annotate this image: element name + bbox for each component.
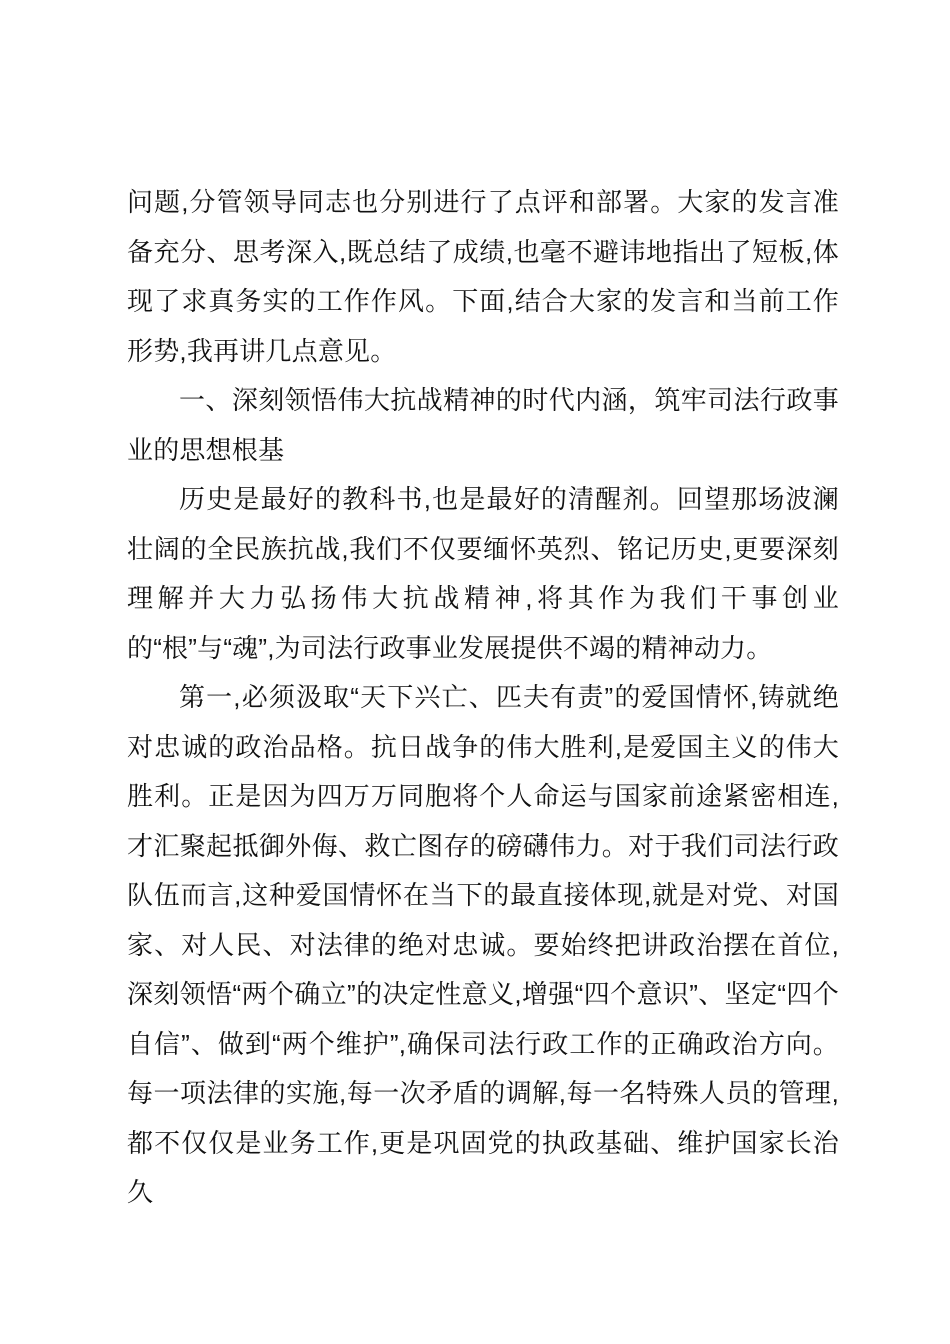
paragraph-continuation: 问题,分管领导同志也分别进行了点评和部署。大家的发言准备充分、思考深入,既总结了成绩,也毫不避讳地指出了短板,体现了求真务实的工作作风。下面,结合大家的发言和当前工作形势,我再讲几点意见。 [127, 187, 839, 366]
paragraph-first-point: 第一,必须汲取“天下兴亡、匹夫有责”的爱国情怀,铸就绝对忠诚的政治品格。抗日战争的伟大胜利,是爱国主义的伟大胜利。正是因为四万万同胞将个人命运与国家前途紧密相连,才汇聚起抵御外侮、救亡图存的磅礴伟力。对于我们司法行政队伍而言,这种爱国情怀在当下的最直接体现,就是对党、对国家、对人民、对法律的绝对忠诚。要始终把讲政治摆在首位,深刻领悟“两个确立”的决定性意义,增强“四个意识”、坚定“四个自信”、做到“两个维护”,确保司法行政工作的正确政治方向。每一项法律的实施,每一次矛盾的调解,每一名特殊人员的管理,都不仅仅是业务工作,更是巩固党的执政基础、维护国家长治久 [127, 682, 839, 1207]
section-heading: 一、深刻领悟伟大抗战精神的时代内涵，筑牢司法行政事业的思想根基 [127, 385, 839, 465]
paragraph-history: 历史是最好的教科书,也是最好的清醒剂。回望那场波澜壮阔的全民族抗战,我们不仅要缅怀英烈、铭记历史,更要深刻理解并大力弘扬伟大抗战精神,将其作为我们干事创业的“根”与“魂”,为司法行政事业发展提供不竭的精神动力。 [127, 484, 839, 663]
document-content [127, 178, 839, 1218]
